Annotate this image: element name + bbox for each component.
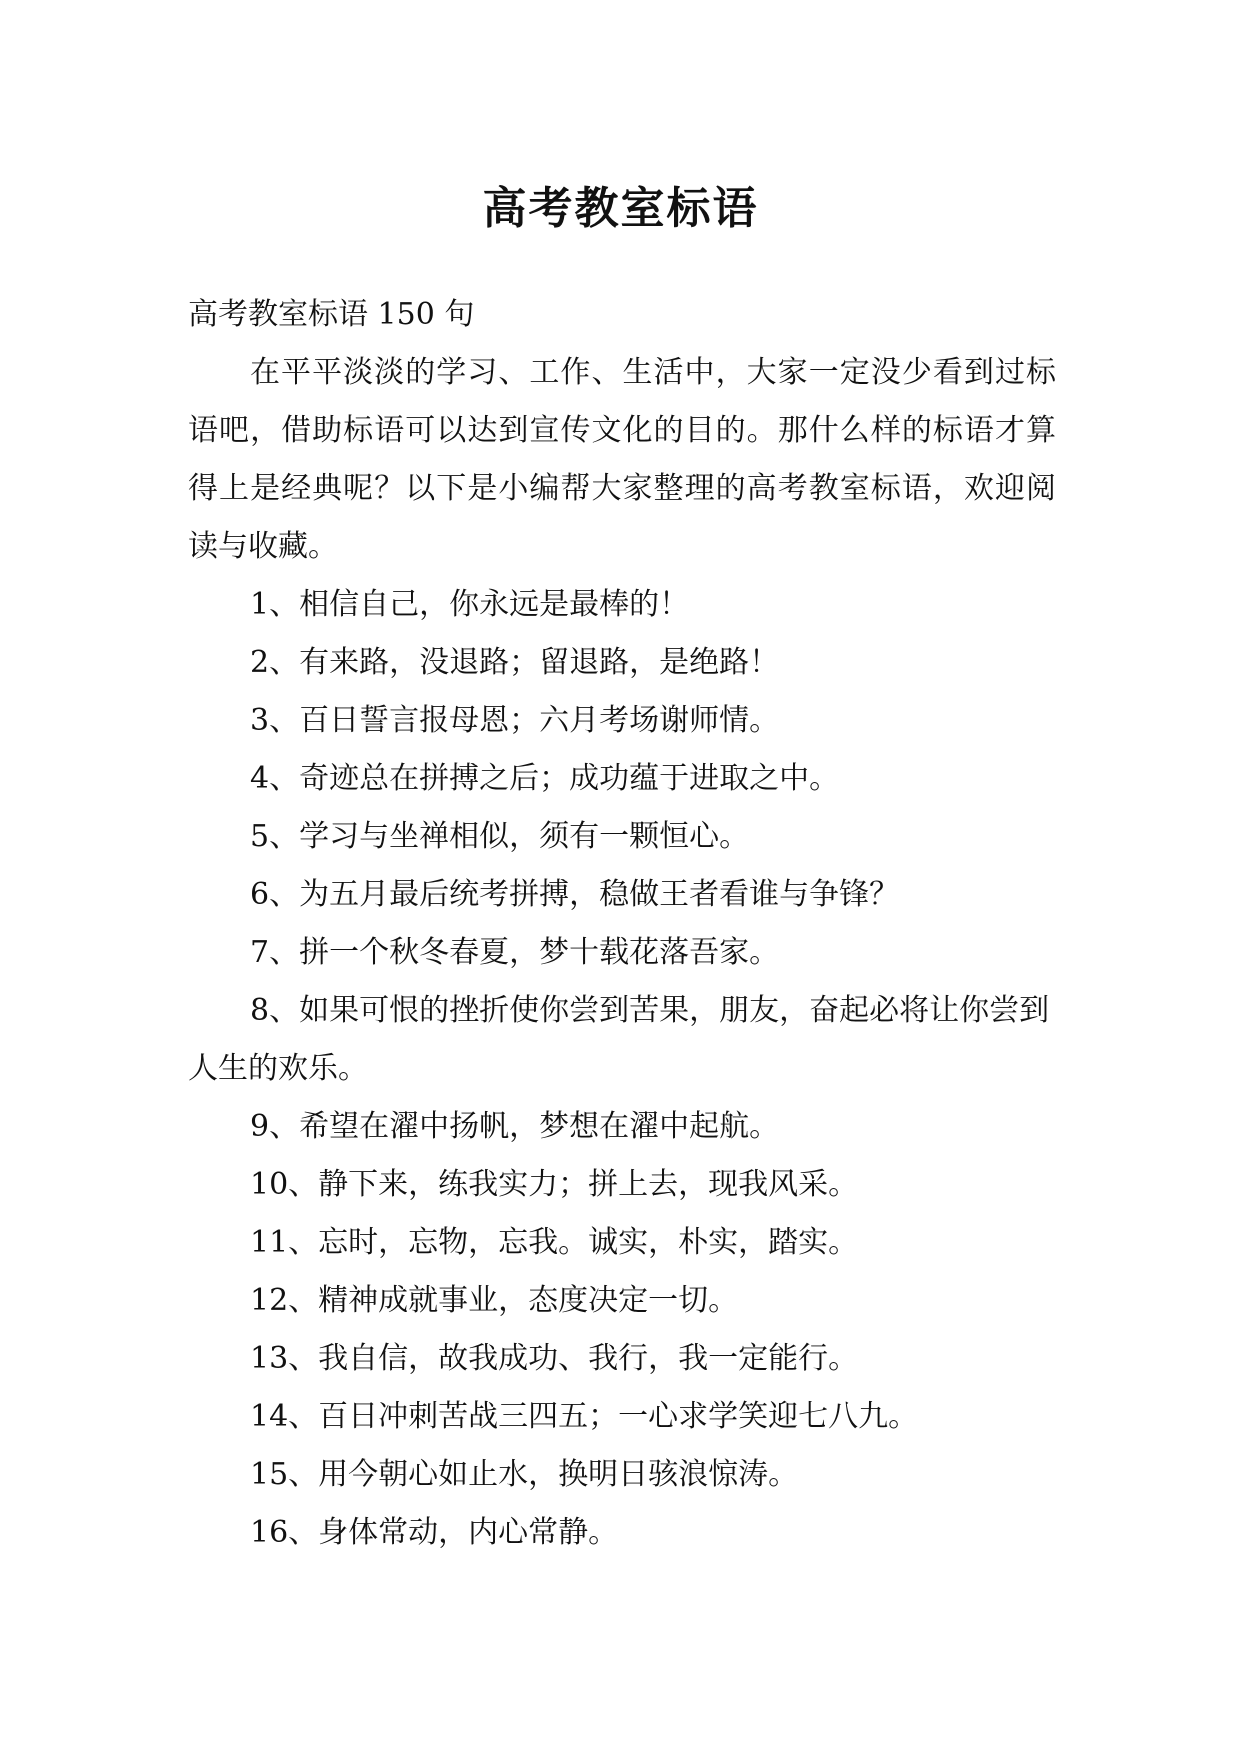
slogan-item: 15、用今朝心如止水，换明日骇浪惊涛。 — [250, 1457, 799, 1492]
slogan-item: 2、有来路，没退路；留退路，是绝路！ — [250, 645, 780, 680]
slogan-item: 13、我自信，故我成功、我行，我一定能行。 — [250, 1341, 859, 1376]
slogan-list — [188, 576, 1056, 1562]
slogan-item: 10、静下来，练我实力；拼上去，现我风采。 — [250, 1167, 859, 1202]
slogan-item: 14、百日冲刺苦战三四五；一心求学笑迎七八九。 — [250, 1399, 919, 1434]
slogan-item: 9、希望在濯中扬帆，梦想在濯中起航。 — [250, 1109, 780, 1144]
document-subtitle: 高考教室标语 150 句 — [188, 297, 475, 332]
slogan-item: 12、精神成就事业，态度决定一切。 — [250, 1283, 739, 1318]
slogan-item: 11、忘时，忘物，忘我。诚实，朴实，踏实。 — [250, 1225, 859, 1260]
page-title: 高考教室标语 — [482, 183, 759, 235]
slogan-item: 1、相信自己，你永远是最棒的！ — [250, 587, 690, 622]
slogan-item: 5、学习与坐禅相似，须有一颗恒心。 — [250, 819, 750, 854]
slogan-item: 16、身体常动，内心常静。 — [250, 1515, 619, 1550]
slogan-item: 3、百日誓言报母恩；六月考场谢师情。 — [250, 703, 780, 738]
slogan-item: 6、为五月最后统考拼搏，稳做王者看谁与争锋？ — [250, 877, 900, 912]
intro-paragraph: 在平平淡淡的学习、工作、生活中，大家一定没少看到过标语吧，借助标语可以达到宣传文化的目的。那什么样的标语才算得上是经典呢？以下是小编帮大家整理的高考教室标语，欢迎阅读与收藏。 — [188, 355, 1056, 564]
slogan-item: 8、如果可恨的挫折使你尝到苦果，朋友，奋起必将让你尝到人生的欢乐。 — [188, 993, 1050, 1086]
document-body — [188, 286, 1056, 1562]
slogan-item: 4、奇迹总在拼搏之后；成功蕴于进取之中。 — [250, 761, 840, 796]
slogan-item: 7、拼一个秋冬春夏，梦十载花落吾家。 — [250, 935, 780, 970]
